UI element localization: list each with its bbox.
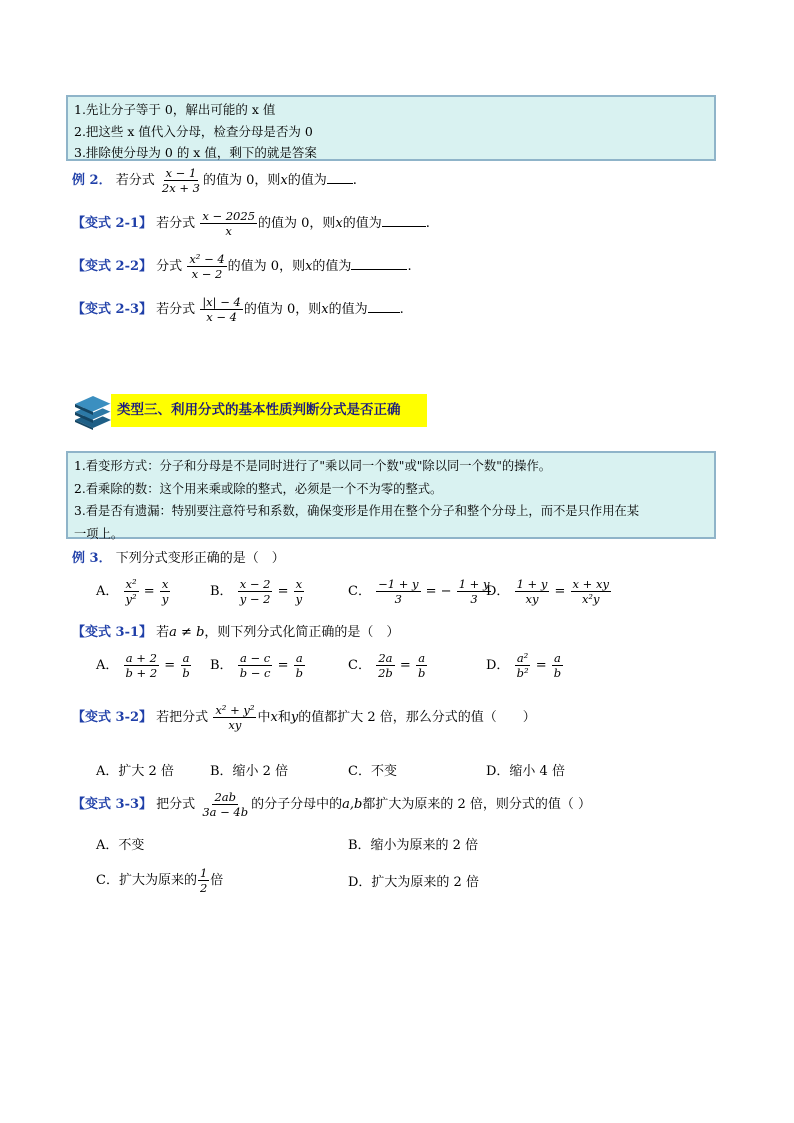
fraction <box>180 651 191 680</box>
equals: = <box>164 658 176 673</box>
question-text: 都扩大为原来的 2 倍，则分式的值（ ） <box>362 797 592 812</box>
denominator: b <box>553 666 562 680</box>
variant-2-3 <box>72 295 404 324</box>
option-d[interactable]: D．缩小 4 倍 <box>486 764 565 779</box>
text: 若分式 <box>115 173 155 188</box>
variant-label: 【变式 3-2】 <box>72 710 153 725</box>
option-text: 倍 <box>210 873 224 888</box>
denominator: 2 <box>199 881 208 895</box>
variant-2-1 <box>72 209 430 238</box>
option-b[interactable]: B．缩小 2 倍 <box>210 764 289 779</box>
option-d[interactable] <box>486 577 612 606</box>
denominator: 2b <box>378 666 393 680</box>
answer-blank[interactable] <box>327 171 353 184</box>
option-d[interactable]: D．扩大为原来的 2 倍 <box>348 875 479 890</box>
numerator: a <box>295 651 303 665</box>
numerator: x <box>161 577 169 591</box>
text: 若分式 <box>156 302 196 317</box>
denominator: x²y <box>581 592 600 606</box>
fraction <box>294 577 305 606</box>
equals: = − <box>425 584 452 599</box>
fraction <box>515 577 550 606</box>
text: 的值为 0，则 <box>243 302 322 317</box>
variables: a,b <box>342 797 363 812</box>
fraction <box>294 651 305 680</box>
equals: = <box>277 658 289 673</box>
tip-line: 1.先让分子等于 0，解出可能的 x 值 <box>74 102 276 117</box>
fraction <box>124 651 160 680</box>
fraction <box>376 577 420 606</box>
denominator: y <box>161 592 169 606</box>
option-letter: B． <box>210 658 233 673</box>
denominator: 3 <box>394 592 402 606</box>
denominator: 3 <box>470 592 478 606</box>
numerator: −1 + y <box>378 577 419 591</box>
section-title: 类型三、利用分式的基本性质判断分式是否正确 <box>111 394 427 427</box>
equals: = <box>277 584 289 599</box>
condition: a ≠ b <box>169 625 205 640</box>
fraction <box>238 651 273 680</box>
numerator: 1 + y <box>516 577 548 591</box>
numerator: a² <box>516 651 529 665</box>
option-a[interactable] <box>96 577 171 606</box>
equals: = <box>143 584 155 599</box>
variable: x <box>280 173 288 188</box>
denominator: xy <box>525 592 539 606</box>
option-letter: D． <box>486 584 510 599</box>
variant-label: 【变式 3-3】 <box>72 797 153 812</box>
denominator: x − 2 <box>191 267 223 281</box>
tip-line: 1.看变形方式：分子和分母是不是同时进行了"乘以同一个数"或"除以同一个数"的操作。 <box>74 459 552 473</box>
numerator: x² + y² <box>215 703 255 717</box>
numerator: x² <box>125 577 137 591</box>
numerator: a <box>182 651 190 665</box>
denominator: x <box>225 224 232 238</box>
variant-label: 【变式 3-1】 <box>72 625 153 640</box>
example-3 <box>72 547 285 566</box>
equals: = <box>554 584 566 599</box>
example-2 <box>72 166 357 195</box>
example-label: 例 3． <box>72 551 112 566</box>
variable: x <box>305 259 313 274</box>
option-d[interactable] <box>486 651 564 680</box>
text: . <box>352 173 357 188</box>
tip-box-2 <box>66 451 716 539</box>
numerator: x − 2 <box>239 577 271 591</box>
text: 的值为 0，则 <box>258 216 336 231</box>
denominator: 2x + 3 <box>161 181 200 195</box>
denominator: b + 2 <box>125 666 158 680</box>
text: . <box>399 302 404 317</box>
option-c[interactable] <box>348 651 428 680</box>
text: 的值为 <box>312 259 352 274</box>
option-a[interactable] <box>96 651 193 680</box>
denominator: b² <box>516 666 529 680</box>
variant-3-2 <box>72 703 536 732</box>
text: 的值为 <box>328 302 368 317</box>
numerator: x + xy <box>572 577 609 591</box>
numerator: 1 <box>199 866 208 880</box>
variant-2-2 <box>72 252 412 281</box>
answer-blank[interactable] <box>351 257 407 270</box>
numerator: a <box>554 651 561 665</box>
answer-blank[interactable] <box>382 214 426 227</box>
variant-3-3 <box>72 790 591 819</box>
denominator: y − 2 <box>239 592 271 606</box>
question-text: 的值都扩大 2 倍，那么分式的值（ ） <box>298 710 536 725</box>
text: . <box>425 216 430 231</box>
variable: x <box>270 710 278 725</box>
variable: x <box>321 302 329 317</box>
text: 的分子分母中的 <box>251 797 343 812</box>
answer-blank[interactable] <box>368 300 400 313</box>
variant-label: 【变式 2-2】 <box>72 259 153 274</box>
denominator: 3a − 4b <box>202 805 249 819</box>
numerator: 1 + y <box>458 577 490 591</box>
fraction <box>200 295 243 324</box>
variant-3-1 <box>72 621 399 640</box>
option-text: C．扩大为原来的 <box>96 873 197 888</box>
tip-line: 2.把这些 x 值代入分母，检查分母是否为 0 <box>74 123 313 139</box>
text: 若把分式 <box>156 710 209 725</box>
fraction <box>213 703 256 732</box>
text: 中 <box>257 710 271 725</box>
fraction <box>515 651 531 680</box>
numerator: 2ab <box>214 790 236 804</box>
numerator: |x| − 4 <box>202 295 241 309</box>
books-icon <box>73 394 113 430</box>
numerator: x <box>295 577 303 591</box>
text: 的值为 <box>287 173 327 188</box>
variable: x <box>335 216 343 231</box>
text: 的值为 0，则 <box>227 259 306 274</box>
numerator: a <box>418 651 426 665</box>
denominator: xy <box>228 718 242 732</box>
numerator: a + 2 <box>125 651 157 665</box>
option-letter: C． <box>348 658 371 673</box>
denominator: x − 4 <box>206 310 237 324</box>
denominator: y² <box>125 592 137 606</box>
fraction <box>187 252 226 281</box>
fraction <box>238 577 273 606</box>
equals: = <box>399 658 411 673</box>
denominator: b <box>417 666 426 680</box>
variant-label: 【变式 2-1】 <box>72 216 153 231</box>
numerator: x − 2025 <box>202 209 256 223</box>
text: 的值为 0，则 <box>202 173 281 188</box>
fraction <box>160 166 202 195</box>
fraction <box>200 790 250 819</box>
denominator: b − c <box>239 666 271 680</box>
option-letter: B． <box>210 584 233 599</box>
text: 若 <box>156 625 170 640</box>
text: 的值为 <box>342 216 382 231</box>
text: 把分式 <box>156 797 196 812</box>
denominator: b <box>295 666 304 680</box>
numerator: a − c <box>239 651 271 665</box>
tip-line: 3.看是否有遗漏：特别要注意符号和系数，确保变形是作用在整个分子和整个分母上，而不是只作用在某 <box>74 504 640 518</box>
fraction <box>160 577 171 606</box>
tip-line: 3.排除使分母为 0 的 x 值，剩下的就是答案 <box>74 145 317 160</box>
text: 若分式 <box>156 216 196 231</box>
option-letter: C． <box>348 584 371 599</box>
option-letter: D． <box>486 658 510 673</box>
example-label: 例 2． <box>72 173 112 188</box>
denominator: y <box>295 592 303 606</box>
equals: = <box>535 658 547 673</box>
fraction <box>416 651 427 680</box>
fraction <box>124 577 139 606</box>
option-c[interactable] <box>96 866 223 895</box>
fraction <box>198 866 209 895</box>
fraction <box>552 651 563 680</box>
option-b[interactable] <box>210 577 305 606</box>
option-c[interactable]: C．不变 <box>348 764 397 779</box>
option-b[interactable]: B．缩小为原来的 2 倍 <box>348 838 479 853</box>
option-c[interactable] <box>348 577 492 606</box>
option-b[interactable] <box>210 651 306 680</box>
numerator: x − 1 <box>165 166 197 180</box>
question-text: 下列分式变形正确的是（ ） <box>115 551 285 566</box>
option-a[interactable]: A．扩大 2 倍 <box>96 764 174 779</box>
fraction <box>571 577 611 606</box>
question-text: ，则下列分式化简正确的是（ ） <box>204 625 400 640</box>
variable: y <box>290 710 299 725</box>
option-a[interactable]: A．不变 <box>96 838 145 853</box>
fraction <box>376 651 395 680</box>
option-letter: A． <box>96 584 119 599</box>
tip-box-1 <box>66 95 716 161</box>
numerator: x² − 4 <box>189 252 225 266</box>
text: 分式 <box>156 259 183 274</box>
fraction <box>200 209 257 238</box>
tip-line: 一项上。 <box>74 526 124 541</box>
option-letter: A． <box>96 658 119 673</box>
numerator: 2a <box>378 651 393 665</box>
variant-label: 【变式 2-3】 <box>72 302 153 317</box>
tip-line: 2.看乘除的数：这个用来乘或除的整式，必须是一个不为零的整式。 <box>74 481 443 496</box>
denominator: b <box>182 666 190 680</box>
text: 和 <box>277 710 291 725</box>
text: . <box>407 259 412 274</box>
